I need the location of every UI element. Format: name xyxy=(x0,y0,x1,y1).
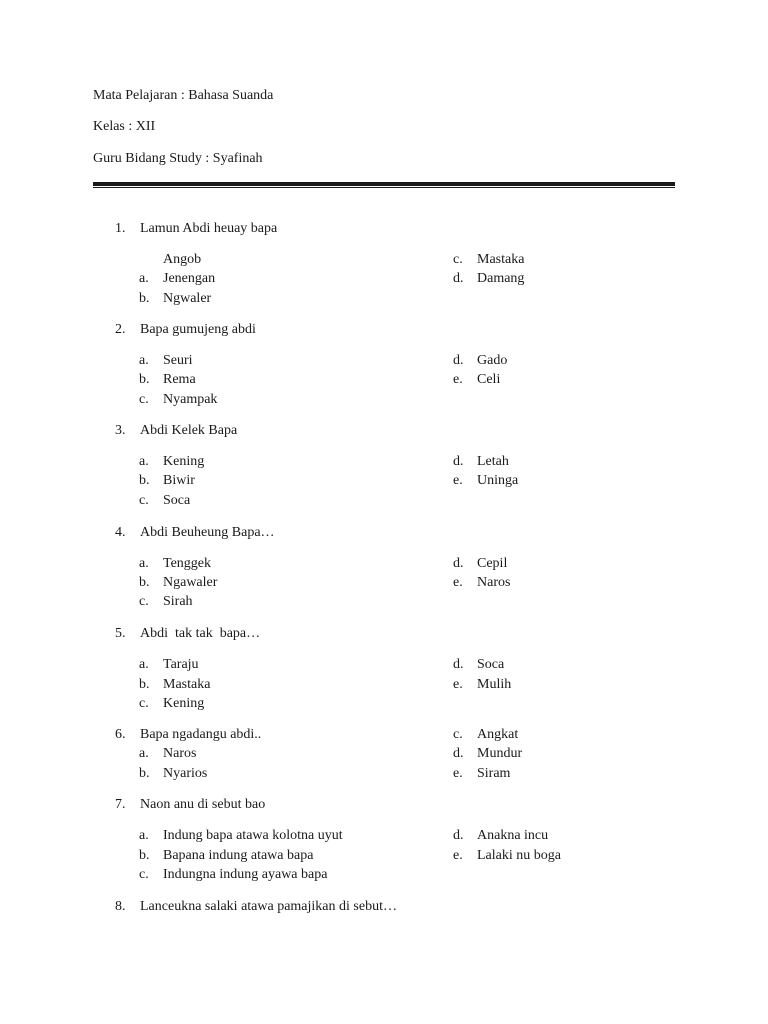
option-text: Cepil xyxy=(477,556,508,571)
option-text: Ngawaler xyxy=(163,575,218,590)
option-letter: d. xyxy=(453,746,464,761)
option-text: Kening xyxy=(163,696,205,711)
option-text: Siram xyxy=(477,766,511,781)
option-letter: e. xyxy=(453,473,463,488)
option-letter: c. xyxy=(139,696,149,711)
option-letter: d. xyxy=(453,556,464,571)
question-number: 6. xyxy=(115,727,126,742)
option-letter: e. xyxy=(453,372,463,387)
option-letter: a. xyxy=(139,657,149,672)
option-letter: c. xyxy=(139,867,149,882)
option-letter: d. xyxy=(453,828,464,843)
option-text: Angob xyxy=(163,252,202,267)
option-text: Mastaka xyxy=(477,252,525,267)
option-text: Bapana indung atawa bapa xyxy=(163,848,314,863)
option-text: Mastaka xyxy=(163,677,211,692)
teacher-line: Guru Bidang Study : Syafinah xyxy=(93,151,263,166)
option-letter: a. xyxy=(139,353,149,368)
option-text: Indung bapa atawa kolotna uyut xyxy=(163,828,343,843)
question-number: 1. xyxy=(115,221,126,236)
option-letter: d. xyxy=(453,454,464,469)
option-text: Naros xyxy=(477,575,511,590)
option-letter: c. xyxy=(139,594,149,609)
option-text: Ngwaler xyxy=(163,291,212,306)
option-letter: c. xyxy=(453,727,463,742)
question-text: Naon anu di sebut bao xyxy=(140,797,266,812)
option-letter: c. xyxy=(139,392,149,407)
option-text: Seuri xyxy=(163,353,193,368)
option-letter: c. xyxy=(139,493,149,508)
question-number: 3. xyxy=(115,423,126,438)
option-text: Tenggek xyxy=(163,556,212,571)
option-text: Soca xyxy=(163,493,191,508)
option-text: Jenengan xyxy=(163,271,216,286)
option-text: Mundur xyxy=(477,746,523,761)
option-text: Gado xyxy=(477,353,508,368)
option-letter: b. xyxy=(139,291,150,306)
class-line: Kelas : XII xyxy=(93,119,156,134)
question-number: 4. xyxy=(115,525,126,540)
option-text: Kening xyxy=(163,454,205,469)
option-text: Sirah xyxy=(163,594,193,609)
option-letter: e. xyxy=(453,848,463,863)
option-letter: e. xyxy=(453,677,463,692)
question-number: 5. xyxy=(115,626,126,641)
option-letter: a. xyxy=(139,828,149,843)
option-letter: a. xyxy=(139,271,149,286)
question-text: Lamun Abdi heuay bapa xyxy=(140,221,278,236)
option-text: Nyarios xyxy=(163,766,208,781)
option-letter: d. xyxy=(453,271,464,286)
question-text: Lanceukna salaki atawa pamajikan di sebut… xyxy=(140,899,397,914)
question-text: Abdi Beuheung Bapa… xyxy=(140,525,275,540)
question-number: 8. xyxy=(115,899,126,914)
option-text: Naros xyxy=(163,746,197,761)
option-letter: b. xyxy=(139,766,150,781)
option-letter: b. xyxy=(139,473,150,488)
option-letter: c. xyxy=(453,252,463,267)
option-letter: d. xyxy=(453,353,464,368)
header-divider-thick xyxy=(93,182,675,186)
option-letter: e. xyxy=(453,575,463,590)
question-text: Bapa ngadangu abdi.. xyxy=(140,727,262,742)
header-divider-thin xyxy=(93,187,675,188)
option-text: Mulih xyxy=(477,677,512,692)
option-text: Biwir xyxy=(163,473,195,488)
option-text: Rema xyxy=(163,372,196,387)
option-text: Lalaki nu boga xyxy=(477,848,561,863)
option-letter: e. xyxy=(453,766,463,781)
option-text: Taraju xyxy=(163,657,199,672)
option-letter: a. xyxy=(139,454,149,469)
question-text: Abdi Kelek Bapa xyxy=(140,423,238,438)
option-text: Celi xyxy=(477,372,501,387)
option-text: Indungna indung ayawa bapa xyxy=(163,867,328,882)
option-letter: d. xyxy=(453,657,464,672)
option-letter: b. xyxy=(139,372,150,387)
question-number: 2. xyxy=(115,322,126,337)
question-text: Bapa gumujeng abdi xyxy=(140,322,256,337)
question-number: 7. xyxy=(115,797,126,812)
option-text: Anakna incu xyxy=(477,828,549,843)
option-text: Angkat xyxy=(477,727,519,742)
option-letter: a. xyxy=(139,746,149,761)
option-letter: b. xyxy=(139,575,150,590)
option-text: Damang xyxy=(477,271,525,286)
option-letter: b. xyxy=(139,677,150,692)
subject-line: Mata Pelajaran : Bahasa Suanda xyxy=(93,88,274,103)
option-text: Uninga xyxy=(477,473,519,488)
option-text: Letah xyxy=(477,454,509,469)
option-letter: a. xyxy=(139,556,149,571)
option-letter: b. xyxy=(139,848,150,863)
question-text: Abdi tak tak bapa… xyxy=(140,626,261,641)
option-text: Soca xyxy=(477,657,505,672)
option-text: Nyampak xyxy=(163,392,218,407)
